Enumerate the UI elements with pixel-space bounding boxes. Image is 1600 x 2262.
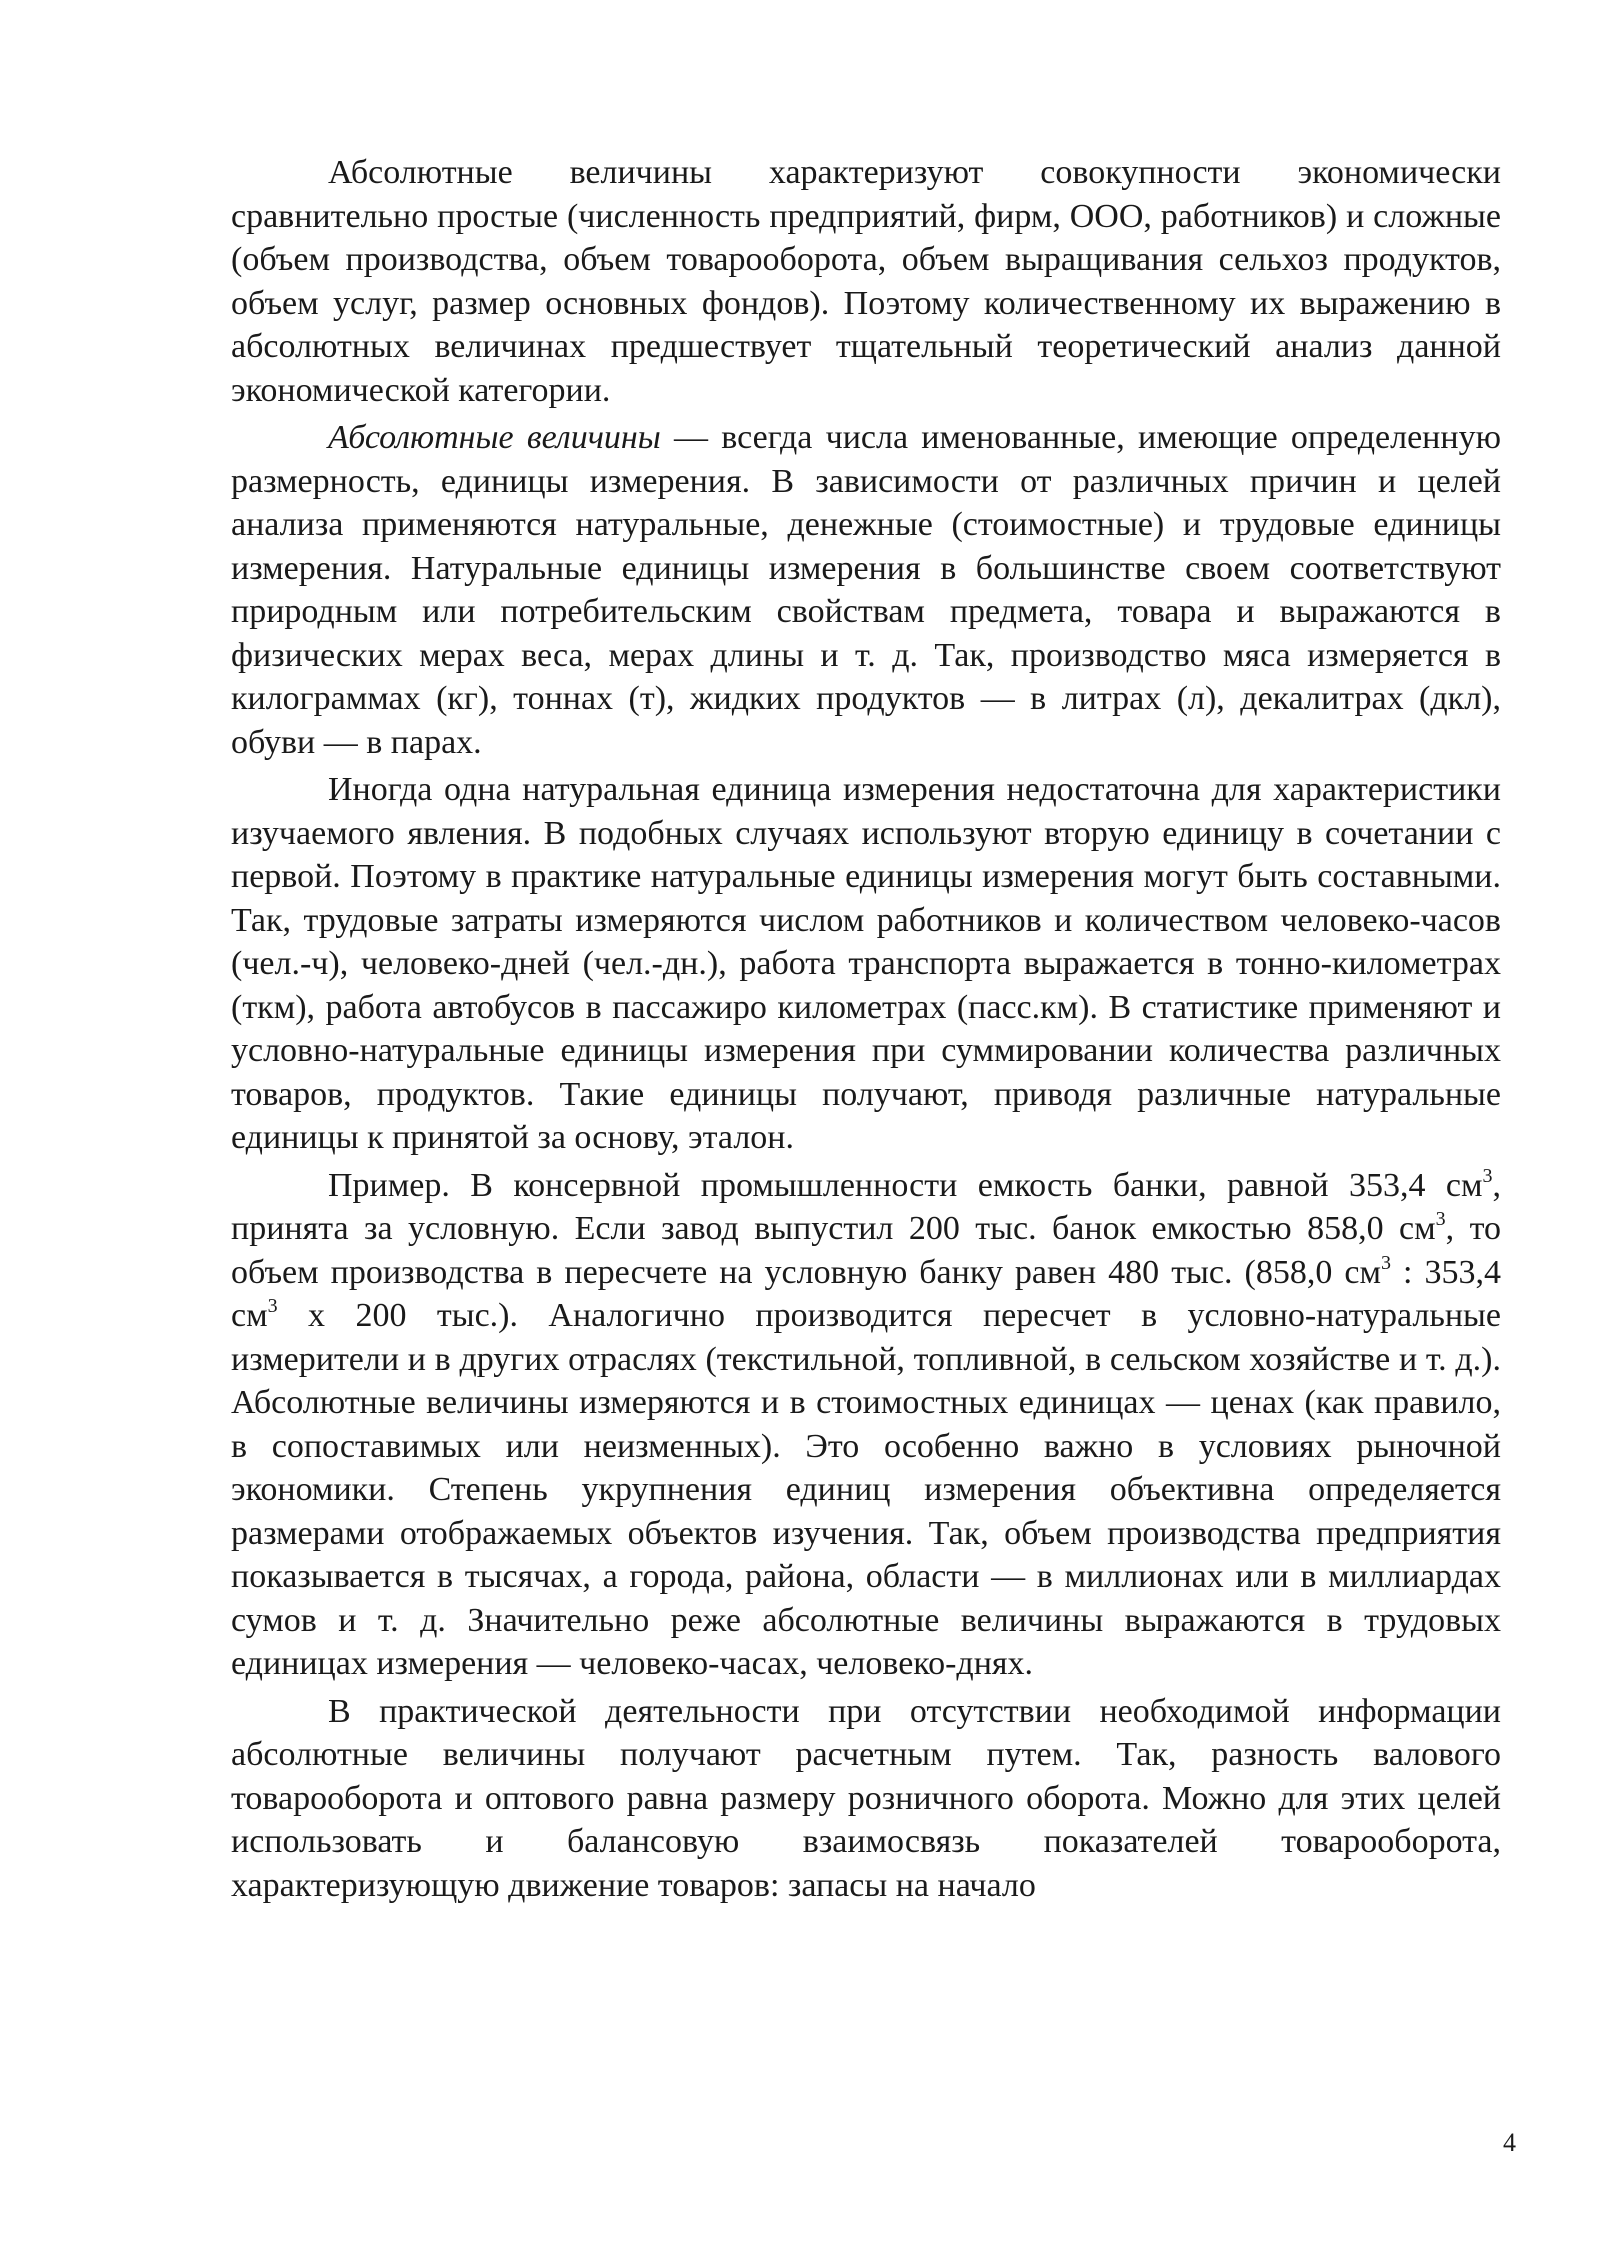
paragraph-2-italic-term: Абсолютные величины bbox=[328, 419, 661, 456]
paragraph-4-segment-1: Пример. В консервной промышленности емкость банки, равной 353,4 см bbox=[328, 1166, 1483, 1204]
superscript-cube-3: 3 bbox=[1380, 1251, 1391, 1274]
body-text bbox=[231, 151, 1501, 1907]
paragraph-3-text: Иногда одна натуральная единица измерения недостаточна для характеристики изучаемого явления. В подобных случаях используют вторую единицу в сочетании с первой. Поэтому в практике натуральные единицы измерения могут быть составными. Так, трудовые затраты измеряются числом работников и количеством человеко-часов (чел.-ч), человеко-дней (чел.-дн.), работа транспорта выражается в тонно-километрах (ткм), работа автобусов в пассажиро километрах (пасс.км). В статистике применяют и условно-натуральные единицы измерения при суммировании количества различных товаров, продуктов. Такие единицы получают, приводя различные натуральные единицы к принятой за основу, эталон. bbox=[231, 771, 1501, 1156]
paragraph-1 bbox=[231, 151, 1501, 412]
paragraph-2-text: — всегда числа именованные, имеющие определенную размерность, единицы измерения. В зависимости от различных причин и целей анализа применяются натуральные, денежные (стоимостные) и трудовые единицы измерения. Натуральные единицы измерения в большинстве своем соответствуют природным или потребительским свойствам предмета, товара и выражаются в физических мерах веса, мерах длины и т. д. Так, производство мяса измеряется в килограммах (кг), тоннах (т), жидких продуктов — в литрах (л), декалитрах (дкл), обуви — в парах. bbox=[231, 419, 1501, 761]
paragraph-1-text: Абсолютные величины характеризуют совокупности экономически сравнительно простые (численность предприятий, фирм, ООО, работников) и сложные (объем производства, объем товарооборота, объем выращивания сельхоз продуктов, объем услуг, размер основных фондов). Поэтому количественному их выражению в абсолютных величинах предшествует тщательный теоретический анализ данной экономической категории. bbox=[231, 154, 1501, 409]
paragraph-5-text: В практической деятельности при отсутствии необходимой информации абсолютные величины получают расчетным путем. Так, разность валового товарооборота и оптового равна размеру розничного оборота. Можно для этих целей использовать и балансовую взаимосвязь показателей товарооборота, характеризующую движение товаров: запасы на начало bbox=[231, 1692, 1501, 1904]
paragraph-4-segment-5: х 200 тыс.). Аналогично производится пересчет в условно-натуральные измерители и в других отраслях (текстильной, топливной, в сельском хозяйстве и т. д.). Абсолютные величины измеряются и в стоимостных единицах — ценах (как правило, в сопоставимых или неизменных). Это особенно важно в условиях рыночной экономики. Степень укрупнения единиц измерения объективна определяется размерами отображаемых объектов изучения. Так, объем производства предприятия показывается в тысячах, а города, района, области — в миллионах или в миллиардах сумов и т. д. Значительно реже абсолютные величины выражаются в трудовых единицах измерения — человеко-часах, человеко-днях. bbox=[231, 1297, 1501, 1682]
superscript-cube-2: 3 bbox=[1435, 1208, 1446, 1230]
paragraph-4-segment-3: , то объем производства в пересчете на условную банку равен 480 тыс. (858,0 см bbox=[231, 1210, 1501, 1291]
paragraph-5 bbox=[231, 1690, 1501, 1908]
page-number: 4 bbox=[1503, 2128, 1516, 2157]
paragraph-3 bbox=[231, 768, 1501, 1160]
superscript-cube-1: 3 bbox=[1482, 1164, 1493, 1187]
superscript-cube-4: 3 bbox=[267, 1295, 278, 1317]
paragraph-2 bbox=[231, 416, 1501, 764]
paragraph-4-segment-4: : 353,4 см bbox=[231, 1253, 1501, 1334]
paragraph-4-segment-2: , принята за условную. Если завод выпустил 200 тыс. банок емкостью 858,0 см bbox=[231, 1166, 1501, 1247]
paragraph-4 bbox=[231, 1164, 1501, 1686]
